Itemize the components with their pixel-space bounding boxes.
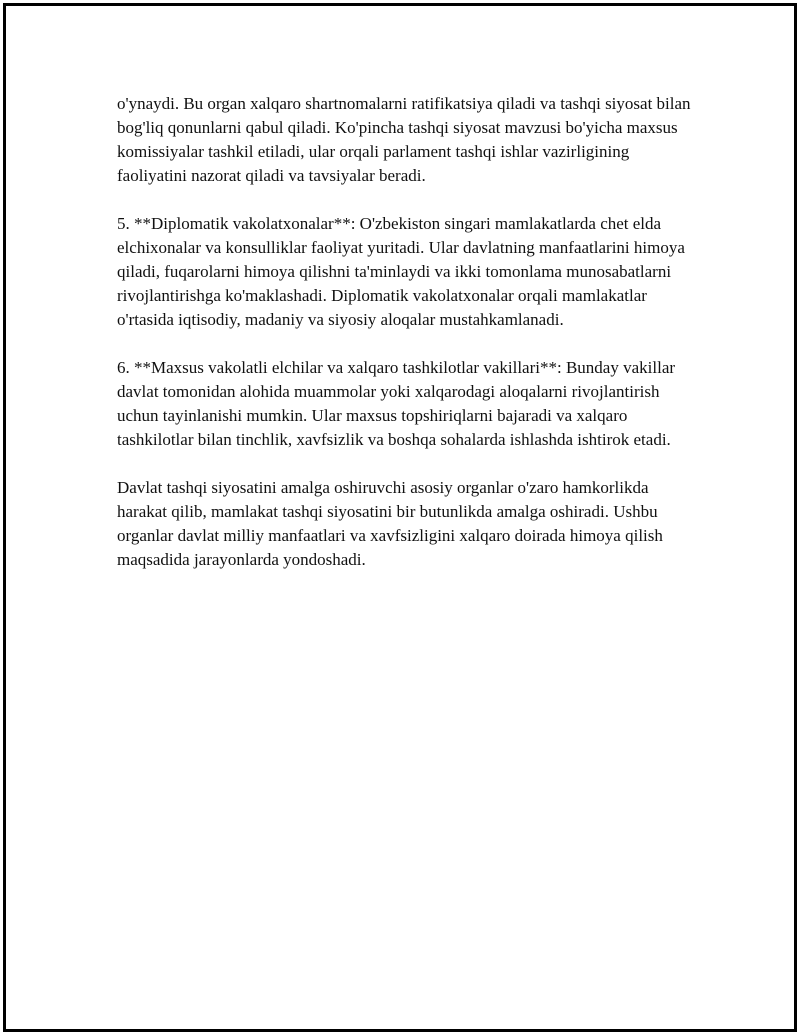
paragraph-diplomatic-missions: 5. **Diplomatik vakolatxonalar**: O'zbekiston singari mamlakatlarda chet elda elchixonalar va konsulliklar faoliyat yuritadi. Ular davlatning manfaatlarini himoya qiladi, fuqarolarni himoya qilishni ta'minlaydi va ikki tomonlama munosabatlarni rivojlantirishga ko'maklashadi. Diplomatik vakolatxonalar orqali mamlakatlar o'rtasida iqtisodiy, madaniy va siyosiy aloqalar mustahkamlanadi.	[117, 214, 685, 329]
paragraph-special-envoys: 6. **Maxsus vakolatli elchilar va xalqaro tashkilotlar vakillari**: Bunday vakillar davlat tomonidan alohida muammolar yoki xalqarodagi aloqalarni rivojlantirish uchun tayinlanishi mumkin. Ular maxsus topshiriqlarni bajaradi va xalqaro tashkilotlar bilan tinchlik, xavfsizlik va boshqa sohalarda ishlashda ishtirok etadi.	[117, 358, 676, 449]
document-body	[117, 92, 697, 596]
paragraph-parliament-continued: o'ynaydi. Bu organ xalqaro shartnomalarni ratifikatsiya qiladi va tashqi siyosat bilan bog'liq qonunlarni qabul qiladi. Ko'pincha tashqi siyosat mavzusi bo'yicha maxsus komissiyalar tashkil etiladi, ular orqali parlament tashqi ishlar vazirligining faoliyatini nazorat qiladi va tavsiyalar beradi.	[117, 94, 691, 185]
paragraph-conclusion: Davlat tashqi siyosatini amalga oshiruvchi asosiy organlar o'zaro hamkorlikda harakat qilib, mamlakat tashqi siyosatini bir butunlikda amalga oshiradi. Ushbu organlar davlat milliy manfaatlari va xavfsizligini xalqaro doirada himoya qilish maqsadida jarayonlarda yondoshadi.	[117, 478, 663, 569]
